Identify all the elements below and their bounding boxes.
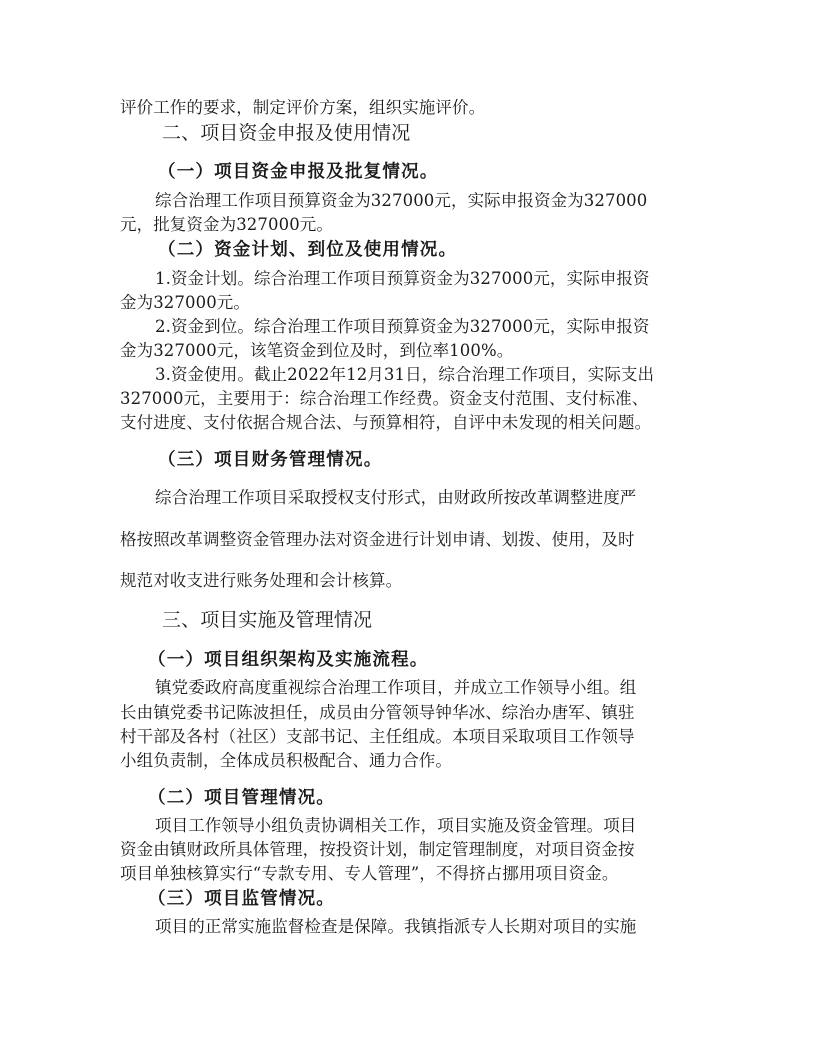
body-line: 镇党委政府高度重视综合治理工作项目，并成立工作领导小组。组 (155, 678, 637, 697)
body-line: 1.资金计划。综合治理工作项目预算资金为327000元，实际申报资 (155, 269, 650, 288)
body-line: 支付进度、支付依据合规合法、与预算相符，自评中未发现的相关问题。 (120, 413, 652, 432)
body-line: 评价工作的要求，制定评价方案，组织实施评价。 (120, 98, 486, 117)
body-line: 综合治理工作项目预算资金为327000元，实际申报资金为327000 (155, 191, 648, 210)
body-line: 综合治理工作项目采取授权支付形式，由财政所按改革调整进度严 (155, 488, 637, 507)
body-line: 3.资金使用。截止2022年12月31日，综合治理工作项目，实际支出 (155, 365, 655, 384)
subsection-heading-3-1: （一）项目组织架构及实施流程。 (148, 650, 429, 670)
subsection-heading-2-3: （三）项目财务管理情况。 (158, 450, 383, 470)
body-line: 项目单独核算实行“专款专用、专人管理”，不得挤占挪用项目资金。 (120, 864, 619, 883)
body-line: 元，批复资金为327000元。 (120, 215, 333, 234)
body-line: 2.资金到位。综合治理工作项目预算资金为327000元，实际申报资 (155, 317, 650, 336)
subsection-heading-2-1: （一）项目资金申报及批复情况。 (158, 162, 439, 182)
body-line: 长由镇党委书记陈波担任，成员由分管领导钟华冰、综治办唐军、镇驻 (120, 703, 635, 722)
subsection-heading-2-2: （二）资金计划、到位及使用情况。 (158, 240, 458, 260)
body-line: 小组负责制，全体成员积极配合、通力合作。 (120, 751, 452, 770)
body-line: 规范对收支进行账务处理和会计核算。 (120, 571, 403, 590)
subsection-heading-3-2: （二）项目管理情况。 (148, 788, 335, 808)
body-line: 金为327000元。 (120, 293, 250, 312)
section-heading-2: 二、项目资金申报及使用情况 (162, 122, 411, 144)
body-line: 项目工作领导小组负责协调相关工作，项目实施及资金管理。项目 (155, 816, 637, 835)
body-line: 金为327000元，该笔资金到位及时，到位率100%。 (120, 341, 514, 360)
body-line: 格按照改革调整资金管理办法对资金进行计划申请、划拨、使用，及时 (120, 530, 635, 549)
body-line: 村干部及各村（社区）支部书记、主任组成。本项目采取项目工作领导 (120, 727, 635, 746)
subsection-heading-3-3: （三）项目监管情况。 (148, 889, 335, 909)
body-line: 资金由镇财政所具体管理，按投资计划，制定管理制度，对项目资金按 (120, 840, 635, 859)
body-line: 项目的正常实施监督检查是保障。我镇指派专人长期对项目的实施 (155, 917, 637, 936)
body-line: 327000元，主要用于：综合治理工作经费。资金支付范围、支付标准、 (120, 389, 649, 408)
section-heading-3: 三、项目实施及管理情况 (162, 609, 373, 631)
